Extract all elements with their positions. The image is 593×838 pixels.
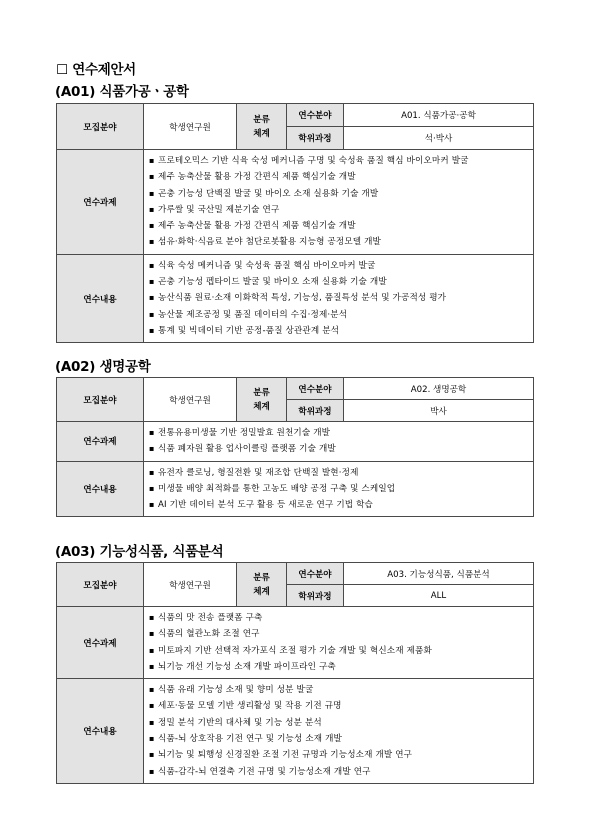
tasks-list: [144, 150, 534, 255]
task-item: ▪ 미토파지 기반 선택적 자가포식 조절 평가 기술 개발 및 혁신소재 제품화: [149, 643, 533, 659]
classification-label: 분류 체계: [237, 104, 287, 150]
content-list: [144, 461, 534, 517]
tasks-label: 연수과제: [57, 607, 144, 679]
degree-label: 학위과정: [287, 400, 344, 422]
content-item: ▪ 세포·동물 모델 기반 생리활성 및 작용 기전 규명: [149, 698, 533, 714]
content-label: 연수내용: [57, 254, 144, 342]
degree-label: 학위과정: [287, 585, 344, 607]
content-item: ▪ AI 기반 데이터 분석 도구 활용 등 새로운 연구 기법 학습: [149, 497, 533, 513]
training-field-label: 연수분야: [287, 104, 344, 127]
training-field-label: 연수분야: [287, 563, 344, 585]
tasks-label: 연수과제: [57, 422, 144, 462]
tasks-list: [144, 607, 534, 679]
training-field-value: A03. 기능성식품, 식품분석: [344, 563, 534, 585]
task-item: ▪ 프로테오믹스 기반 식육 숙성 메커니즘 구명 및 숙성육 품질 핵심 바이오마커 발굴: [149, 153, 533, 169]
content-item: ▪ 식품-뇌 상호작용 기전 연구 및 기능성 소재 개발: [149, 731, 533, 747]
content-item: ▪ 농산물 제조공정 및 품질 데이터의 수집·정제·분석: [149, 307, 533, 323]
section-heading-a03: (A03) 기능성식품, 식품분석: [55, 544, 224, 560]
task-item: ▪ 섬유·화학·식음료 분야 첨단로봇활용 지능형 공정모델 개발: [149, 234, 533, 250]
training-field-value: A01. 식품가공·공학: [344, 104, 534, 127]
recruit-field-value: 학생연구원: [144, 378, 237, 422]
task-item: ▪ 가루쌀 및 국산밀 제분기술 연구: [149, 202, 533, 218]
recruit-field-label: 모집분야: [57, 563, 144, 607]
checkbox-icon: ☐: [56, 62, 68, 78]
task-item: ▪ 식품의 혈관노화 조절 연구: [149, 626, 533, 642]
content-label: 연수내용: [57, 461, 144, 517]
content-item: ▪ 유전자 클로닝, 형질전환 및 재조합 단백질 발현·정제: [149, 465, 533, 481]
content-item: ▪ 농산식품 원료·소재 이화학적 특성, 기능성, 품질특성 분석 및 가공적성 평가: [149, 290, 533, 306]
degree-value: ALL: [344, 585, 534, 607]
training-field-label: 연수분야: [287, 378, 344, 400]
classification-label: 분류 체계: [237, 378, 287, 422]
training-field-value: A02. 생명공학: [344, 378, 534, 400]
task-item: ▪ 전통유용미생물 기반 정밀발효 원천기술 개발: [149, 425, 533, 441]
task-item: ▪ 제주 농축산물 활용 가정 간편식 제품 핵심기술 개발: [149, 218, 533, 234]
recruit-field-value: 학생연구원: [144, 563, 237, 607]
task-item: ▪ 곤충 기능성 단백질 발굴 및 바이오 소재 실용화 기술 개발: [149, 186, 533, 202]
content-item: ▪ 식품 유래 기능성 소재 및 향미 성분 발굴: [149, 682, 533, 698]
content-list: [144, 254, 534, 342]
degree-value: 박사: [344, 400, 534, 422]
section-heading-a02: (A02) 생명공학: [55, 359, 151, 375]
task-item: ▪ 식품의 맛 전송 플랫폼 구축: [149, 610, 533, 626]
tasks-list: [144, 422, 534, 462]
recruit-field-label: 모집분야: [57, 378, 144, 422]
content-item: ▪ 식육 숙성 메커니즘 및 숙성육 품질 핵심 바이오마커 발굴: [149, 258, 533, 274]
degree-value: 석·박사: [344, 127, 534, 150]
document-title: [56, 58, 136, 78]
recruit-field-value: 학생연구원: [144, 104, 237, 150]
content-label: 연수내용: [57, 679, 144, 784]
tasks-label: 연수과제: [57, 150, 144, 255]
content-item: ▪ 미생물 배양 최적화를 통한 고농도 배양 공정 구축 및 스케일업: [149, 481, 533, 497]
section-heading-a01: (A01) 식품가공ㆍ공학: [55, 84, 189, 100]
content-item: ▪ 통계 및 빅데이터 기반 공정-품질 상관관계 분석: [149, 323, 533, 339]
task-item: ▪ 제주 농축산물 활용 가정 간편식 제품 핵심기술 개발: [149, 169, 533, 185]
task-item: ▪ 뇌기능 개선 기능성 소재 개발 파이프라인 구축: [149, 659, 533, 675]
spec-table-a03: [56, 562, 534, 784]
recruit-field-label: 모집분야: [57, 104, 144, 150]
spec-table-a01: [56, 103, 534, 343]
classification-label: 분류 체계: [237, 563, 287, 607]
content-item: ▪ 정밀 분석 기반의 대사체 및 기능 성분 분석: [149, 715, 533, 731]
document-title-text: 연수제안서: [72, 62, 136, 78]
content-list: [144, 679, 534, 784]
content-item: ▪ 뇌기능 및 퇴행성 신경질환 조절 기전 규명과 기능성소재 개발 연구: [149, 747, 533, 763]
spec-table-a02: [56, 377, 534, 517]
task-item: ▪ 식품 폐자원 활용 업사이클링 플랫폼 기술 개발: [149, 441, 533, 457]
content-item: ▪ 곤충 기능성 펩타이드 발굴 및 바이오 소재 실용화 기술 개발: [149, 274, 533, 290]
content-item: ▪ 식품-감각-뇌 연결축 기전 규명 및 기능성소재 개발 연구: [149, 764, 533, 780]
degree-label: 학위과정: [287, 127, 344, 150]
